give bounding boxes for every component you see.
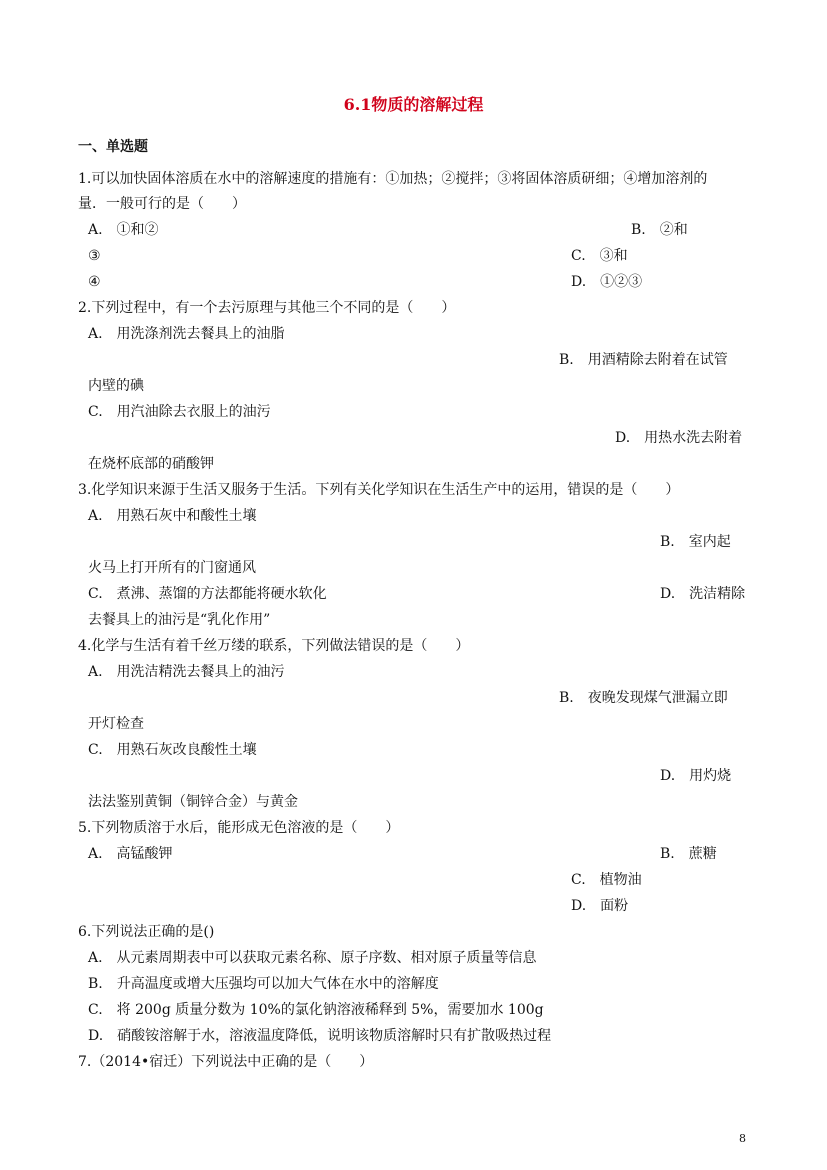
q2-option-b-cont: 内壁的碘 bbox=[88, 378, 144, 394]
q3-option-c: C. 煮沸、蒸馏的方法都能将硬水软化 bbox=[88, 586, 327, 602]
q3-option-b-cont: 火马上打开所有的门窗通风 bbox=[88, 560, 256, 576]
page-number: 8 bbox=[739, 1132, 746, 1145]
question-4: 4.化学与生活有着千丝万缕的联系，下列做法错误的是（ ） bbox=[78, 638, 470, 654]
q5-option-c: C. 植物油 bbox=[571, 872, 642, 888]
q1-option-a: A. ①和② bbox=[88, 222, 159, 238]
question-2: 2.下列过程中，有一个去污原理与其他三个不同的是（ ） bbox=[78, 300, 456, 316]
question-5: 5.下列物质溶于水后，能形成无色溶液的是（ ） bbox=[78, 820, 400, 836]
q4-option-b-cont: 开灯检查 bbox=[88, 716, 144, 732]
q6-option-d: D. 硝酸铵溶解于水，溶液温度降低，说明该物质溶解时只有扩散吸热过程 bbox=[88, 1028, 552, 1044]
q2-option-d: D. 用热水洗去附着 bbox=[615, 430, 743, 446]
q5-option-a: A. 高锰酸钾 bbox=[88, 846, 173, 862]
q1-option-c: C. ③和 bbox=[571, 248, 628, 264]
q2-option-b: B. 用酒精除去附着在试管 bbox=[559, 352, 728, 368]
q1-option-b: B. ②和 bbox=[631, 222, 688, 238]
q1-option-b-cont: ③ bbox=[88, 248, 101, 264]
section-heading: 一、单选题 bbox=[78, 139, 148, 155]
q1-option-d: D. ①②③ bbox=[571, 274, 643, 290]
question-6: 6.下列说法正确的是() bbox=[78, 924, 215, 940]
q5-option-d: D. 面粉 bbox=[571, 898, 629, 914]
q3-option-d: D. 洗洁精除 bbox=[660, 586, 746, 602]
q2-option-c: C. 用汽油除去衣服上的油污 bbox=[88, 404, 271, 420]
q2-option-a: A. 用洗涤剂洗去餐具上的油脂 bbox=[88, 326, 285, 342]
question-7: 7.（2014•宿迁）下列说法中正确的是（ ） bbox=[78, 1054, 374, 1070]
q3-option-b: B. 室内起 bbox=[660, 534, 731, 550]
q4-option-a: A. 用洗洁精洗去餐具上的油污 bbox=[88, 664, 285, 680]
q1-option-c-cont: ④ bbox=[88, 274, 101, 290]
q5-option-b: B. 蔗糖 bbox=[660, 846, 717, 862]
q2-option-d-cont: 在烧杯底部的硝酸钾 bbox=[88, 456, 214, 472]
question-1-line-2: 量．一般可行的是（ ） bbox=[78, 196, 246, 212]
q6-option-a: A. 从元素周期表中可以获取元素名称、原子序数、相对原子质量等信息 bbox=[88, 950, 537, 966]
q3-option-a: A. 用熟石灰中和酸性土壤 bbox=[88, 508, 257, 524]
question-1-line-1: 1.可以加快固体溶质在水中的溶解速度的措施有：①加热；②搅拌；③将固体溶质研细；④增加溶剂的 bbox=[78, 171, 708, 187]
q4-option-d-cont: 法法鉴别黄铜（铜锌合金）与黄金 bbox=[88, 794, 298, 810]
q4-option-d: D. 用灼烧 bbox=[660, 768, 732, 784]
question-3: 3.化学知识来源于生活又服务于生活。下列有关化学知识在生活生产中的运用，错误的是（ ） bbox=[78, 482, 680, 498]
page-title: 6.1物质的溶解过程 bbox=[343, 95, 484, 114]
q3-option-d-cont: 去餐具上的油污是“乳化作用” bbox=[88, 612, 271, 628]
q6-option-c: C. 将 200g 质量分数为 10%的氯化钠溶液稀释到 5%，需要加水 100g bbox=[88, 1002, 544, 1018]
q4-option-b: B. 夜晚发现煤气泄漏立即 bbox=[559, 690, 728, 706]
q6-option-b: B. 升高温度或增大压强均可以加大气体在水中的溶解度 bbox=[88, 976, 439, 992]
q4-option-c: C. 用熟石灰改良酸性土壤 bbox=[88, 742, 257, 758]
